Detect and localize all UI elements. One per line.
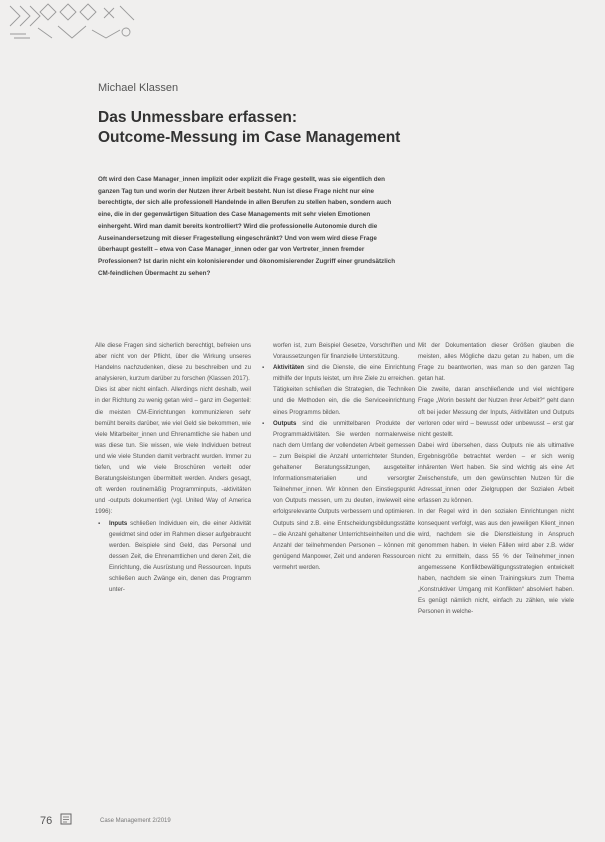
col3-paragraph-4: In der Regel wird in den sozialen Einrichtungen nicht konsequent verfolgt, was aus den jeweiligen Klient_innen wird, nachdem sie die Dienstleistung in Anspruch genommen haben. In vielen Fällen wird aber z.B. wider nicht zu ermitteln, dass 55 % der Teilnehmer_innen angemessene Konfliktbewältigungsstrategien entwickelt haben, nachdem sie einen Trainingskurs zum Thema „Konstruktiver Umgang mit Konflikten“ absolviert haben. Es genügt nämlich nicht, einfach zu zählen, wie viele Personen in welche- [418,508,574,616]
page-number: 76 [40,815,53,827]
bullet-icon: ▪ [98,519,101,527]
bullet-text: sind die unmittelbaren Produkte der Programmaktivitäten. Sie werden normalerweise nach dem Umfang der vollendeten Arbeit gemessen – zum Beispiel die Anzahl unterrichteter Stunden, gehaltener Beratungssitzungen, ausgeteilter Informationsmaterialien und versorgter Teilnehmer_innen. Wir können den Einstiegspunkt von Outputs messen, um zu deuten, inwieweit eine erfolgsrelevante Outputs verbessern und optimieren. Outputs sind z.B. eine Entscheidungsbildungsstätte – die Anzahl gehaltener Unterrichtseinheiten und die Anzahl der teilnehmenden Personen – können mit genügend Manpower, Zeit und anderen Ressourcen vermehrt werden. [273,419,415,571]
body-column-1 [95,340,251,595]
body-column-3 [418,340,574,617]
bullet-label: Outputs [273,419,297,427]
col1-paragraph-2: Dies ist aber nicht einfach. Allerdings nicht deshalb, weil in der Richtung zu wenig getan wird – ganz im Gegenteil: die meisten CM-Einrichtungen kommunizieren sehr bemüht bereits darüber, wie viel Geld sie bekommen, wie viele Mitarbeiter_innen und Ehrenamtliche sie haben und was diese tun. Sie wissen, wie viele Individuen betreut und wie viele Stunden damit verbracht wurden. Immer zu tiefen, und wie viele Broschüren verteilt oder Beratungsleistungen übermittelt werden. Anders gesagt, oft werden routinemäßig Programminputs, -aktivitäten und -outputs dokumentiert (vgl. United Way of America 1996): [95,386,251,516]
col3-paragraph-3: Dabei wird übersehen, dass Outputs nie als ultimative Ergebnisgröße betrachtet werden – er sich wenig inhärenten Wert haben. Sie sind wichtig als eine Art Zwischenstufe, um den gewünschten Nutzen für die Adressat_innen oder Zielgruppen der Sozialen Arbeit erfassen zu können. [418,441,574,505]
bullet-text: schließen Individuen ein, die einer Aktivität gewidmet sind oder im Rahmen dieser aufgebraucht werden. Beispiele sind Geld, das Personal und dessen Zeit, die Ehrenamtlichen und deren Zeit, die Einrichtung, die Ausrüstung und Ressourcen. Inputs schließen auch Zwänge ein, denen das Programm unter- [109,519,251,594]
col1-paragraph-1: Alle diese Fragen sind sicherlich berechtigt, befreien uns aber nicht von der Pflicht, über die Wirkung unseres Handelns nachzudenken, diese zu beschreiben und zu analysieren, kurzum darüber zu forschen (Klassen 2017). [95,342,251,383]
author-name: Michael Klassen [98,82,179,94]
title-line-2: Outcome-Messung im Case Management [98,129,401,146]
col3-paragraph-1: Mit der Dokumentation dieser Größen glauben die meisten, alles Mögliche dazu getan zu haben, um die Frage zu beantworten, was man so den ganzen Tag getan hat. [418,342,574,383]
journal-logo-icon [60,813,72,825]
journal-name: Case Management 2/2019 [100,818,171,824]
bullet-icon: ▪ [262,364,265,372]
article-title [98,108,400,148]
col3-paragraph-2: Die zweite, daran anschließende und viel wichtigere Frage „Worin besteht der Nutzen ihrer Arbeit?“ geht dann oft bei jeder Messung der Inputs, Aktivitäten und Outputs verloren oder wird – bewusst oder unbewusst – erst gar nicht gestellt. [418,386,574,438]
bullet-label: Inputs [109,519,128,527]
lead-paragraph: Oft wird den Case Manager_innen implizit oder explizit die Frage gestellt, was sie eigentlich den ganzen Tag tun und worin der Nutzen ihrer Arbeit besteht. Nun ist diese Frage nicht nur eine berechtigte, der sich alle professionell Handelnde in allen Berufen zu stellen haben, sondern auch eine, die in der gegenwärtigen Situation des Case Managements mit sehr vielen Emotionen einhergeht. Wird man damit bereits kontrolliert? Wird die professionelle Autonomie durch die Auseinandersetzung mit dieser Fragestellung eingeschränkt? Und von wem wird diese Frage überhaupt gestellt – etwa von Case Manager_innen oder gar von Vertreter_innen fremder Professionen? Ist darin nicht ein kolonisierender und ökonomisierender Zugriff einer grundsätzlich CM-feindlichen Übermacht zu sehen? [98,176,396,277]
bullet-label: Aktivitäten [273,364,305,372]
col2-paragraph-1: worfen ist, zum Beispiel Gesetze, Vorschriften und Voraussetzungen für finanzielle Unterstützung. [273,342,415,361]
col1-bullet-inputs [95,518,251,596]
col2-bullet-aktivitaeten [259,362,415,417]
bullet-text: sind die Dienste, die eine Einrichtung mithilfe der Inputs leistet, um ihre Ziele zu erreichen. Tätigkeiten schließen die Strategien, die Techniken und die Methoden ein, die die Serviceeinrichtung eines Programms bilden. [273,364,415,416]
col2-continuation [259,340,415,362]
decorative-pattern-icon [8,0,138,42]
title-line-1: Das Unmessbare erfassen: [98,109,298,126]
bullet-icon: ▪ [262,419,265,427]
body-column-2 [259,340,415,573]
col2-bullet-outputs [259,418,415,573]
